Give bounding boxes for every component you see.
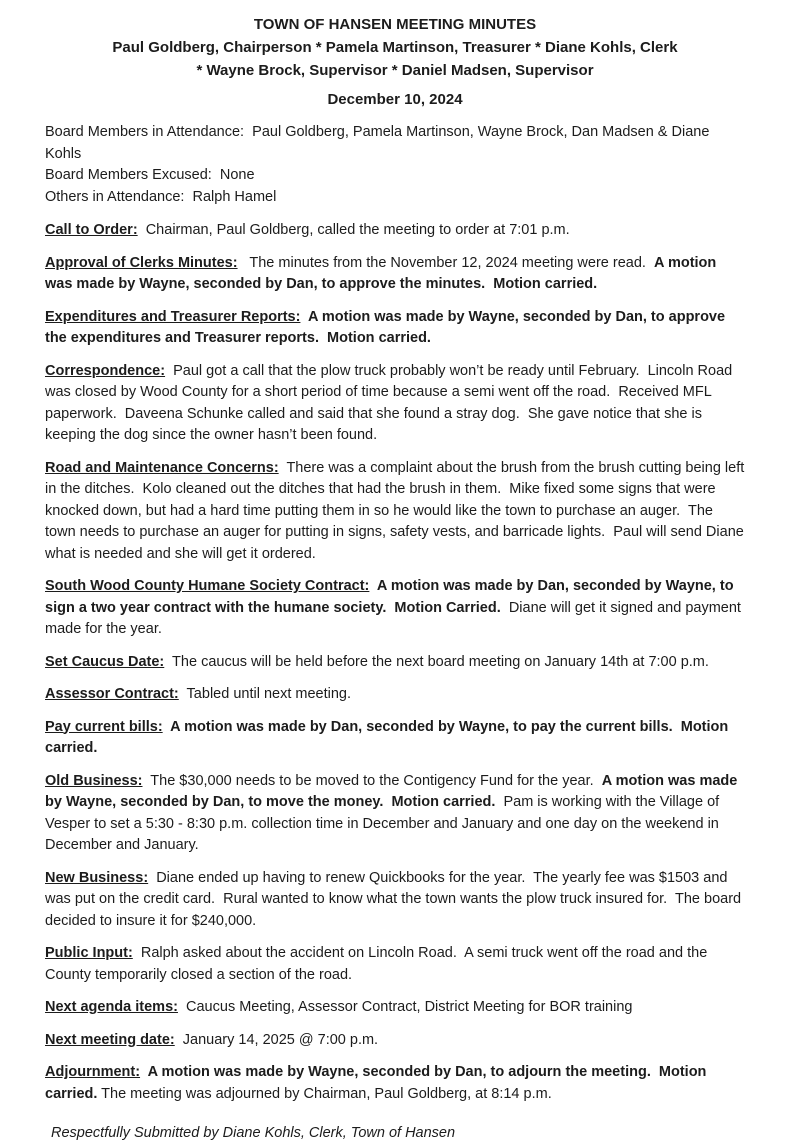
body-text: Chairman, Paul Goldberg, called the meeting to order at 7:01 p.m. — [137, 222, 570, 238]
body-text: January 14, 2025 @ 7:00 p.m. — [174, 1031, 379, 1048]
section-heading: Approval of Clerks Minutes: — [45, 254, 238, 271]
section-heading: South Wood County Humane Society Contract: — [45, 578, 370, 594]
section-heading: Assessor Contract: — [45, 686, 179, 702]
section-heading: Pay current bills: — [45, 718, 163, 735]
motion-text: A motion was made by Wayne, seconded by Dan, to approve the expenditures and Treasurer reports. Motion carried. — [45, 308, 730, 346]
section-paragraph — [45, 943, 745, 986]
section-paragraph — [45, 307, 745, 350]
section-heading: Set Caucus Date: — [45, 653, 165, 670]
minutes-sections — [45, 220, 749, 1105]
body-text: Tabled until next meeting. — [178, 686, 351, 702]
officers-line-2: * Wayne Brock, Supervisor * Daniel Madsen, Supervisor — [196, 62, 594, 79]
section-paragraph — [45, 253, 745, 296]
attendance-line: Board Members Excused: None — [45, 167, 255, 183]
motion-text: A motion was made by Wayne, seconded by Dan, to adjourn the meeting. Motion carried. — [45, 1064, 711, 1102]
section-paragraph — [45, 220, 745, 242]
page-title: TOWN OF HANSEN MEETING MINUTES — [253, 16, 537, 33]
section-heading: Correspondence: — [45, 362, 166, 379]
section-paragraph — [45, 997, 745, 1019]
body-text: Ralph asked about the accident on Lincoln Road. A semi truck went off the road and the County temporarily closed a section of the road. — [45, 945, 712, 983]
attendance-line: Board Members in Attendance: Paul Goldberg, Pamela Martinson, Wayne Brock, Dan Madsen & Diane Kohls — [45, 124, 714, 162]
attendance-block — [45, 122, 745, 208]
section-paragraph — [45, 652, 745, 674]
meeting-date: December 10, 2024 — [327, 91, 463, 108]
motion-text: A motion was made by Wayne, seconded by Dan, to approve the minutes. Motion carried. — [45, 254, 721, 292]
motion-text: A motion was made by Dan, seconded by Wayne, to pay the current bills. Motion carried. — [45, 718, 733, 756]
document-header — [45, 14, 745, 110]
attendance-line: Others in Attendance: Ralph Hamel — [45, 188, 277, 205]
motion-text: A motion was made by Dan, seconded by Wayne, to sign a two year contract with the humane society. Motion Carried. — [45, 578, 738, 616]
section-heading: Next meeting date: — [45, 1031, 175, 1048]
section-paragraph — [45, 361, 745, 447]
officers-line-1: Paul Goldberg, Chairperson * Pamela Martinson, Treasurer * Diane Kohls, Clerk — [112, 39, 678, 56]
body-text: There was a complaint about the brush from the brush cutting being left in the ditches. Kolo cleaned out the ditches that had the brush in them. Mike fixed some signs that were knocked down, but had a hard time putting them in so he would like the town to purchase an auger. The town needs to purchase an auger for putting in signs, safety vests, and barricade lights. Paul will send Diane what is needed and she will get it ordered. — [45, 459, 749, 562]
section-heading: Old Business: — [45, 772, 143, 789]
motion-text: A motion was made by Wayne, seconded by Dan, to move the money. Motion carried. — [45, 772, 742, 810]
section-paragraph — [45, 868, 745, 933]
body-text: The $30,000 needs to be moved to the Contigency Fund for the year. — [142, 772, 602, 789]
section-heading: Public Input: — [45, 945, 133, 961]
section-heading: Road and Maintenance Concerns: — [45, 459, 279, 476]
body-text: The minutes from the November 12, 2024 meeting were read. — [237, 254, 654, 271]
section-paragraph — [45, 1030, 745, 1052]
body-text: Pam is working with the Village of Vesper to set a 5:30 - 8:30 p.m. collection time in December and January and one day on the weekend in December and January. — [45, 794, 724, 853]
section-heading: Next agenda items: — [45, 999, 178, 1015]
section-paragraph — [45, 576, 745, 641]
section-paragraph — [45, 684, 745, 706]
body-text: The meeting was adjourned by Chairman, Paul Goldberg, at 8:14 p.m. — [97, 1085, 552, 1102]
section-heading: Call to Order: — [45, 222, 138, 238]
section-paragraph — [45, 1062, 745, 1105]
section-heading: Adjournment: — [45, 1064, 141, 1080]
section-paragraph — [45, 458, 749, 566]
body-text: Paul got a call that the plow truck probably won’t be ready until February. Lincoln Road was closed by Wood County for a short period of time because a semi went off the road. Received MFL paperwork. Daveena Schunke called and said that she found a stray dog. She gave notice that she is keeping the dog since the owner hasn’t been found. — [45, 362, 737, 443]
section-paragraph — [45, 717, 745, 760]
signature-line: Respectfully Submitted by Diane Kohls, Clerk, Town of Hansen — [51, 1125, 456, 1141]
section-paragraph — [45, 771, 745, 857]
body-text: Caucus Meeting, Assessor Contract, District Meeting for BOR training — [177, 999, 633, 1015]
body-text: Diane ended up having to renew Quickbooks for the year. The yearly fee was $1503 and was put on the credit card. Rural wanted to know what the town wants the plow truck insured for. The board decided to insure it for $240,000. — [45, 869, 746, 929]
section-heading: Expenditures and Treasurer Reports: — [45, 308, 301, 325]
body-text: The caucus will be held before the next board meeting on January 14th at 7:00 p.m. — [164, 653, 709, 670]
section-heading: New Business: — [45, 869, 149, 886]
body-text: Diane will get it signed and payment made for the year. — [45, 599, 745, 637]
